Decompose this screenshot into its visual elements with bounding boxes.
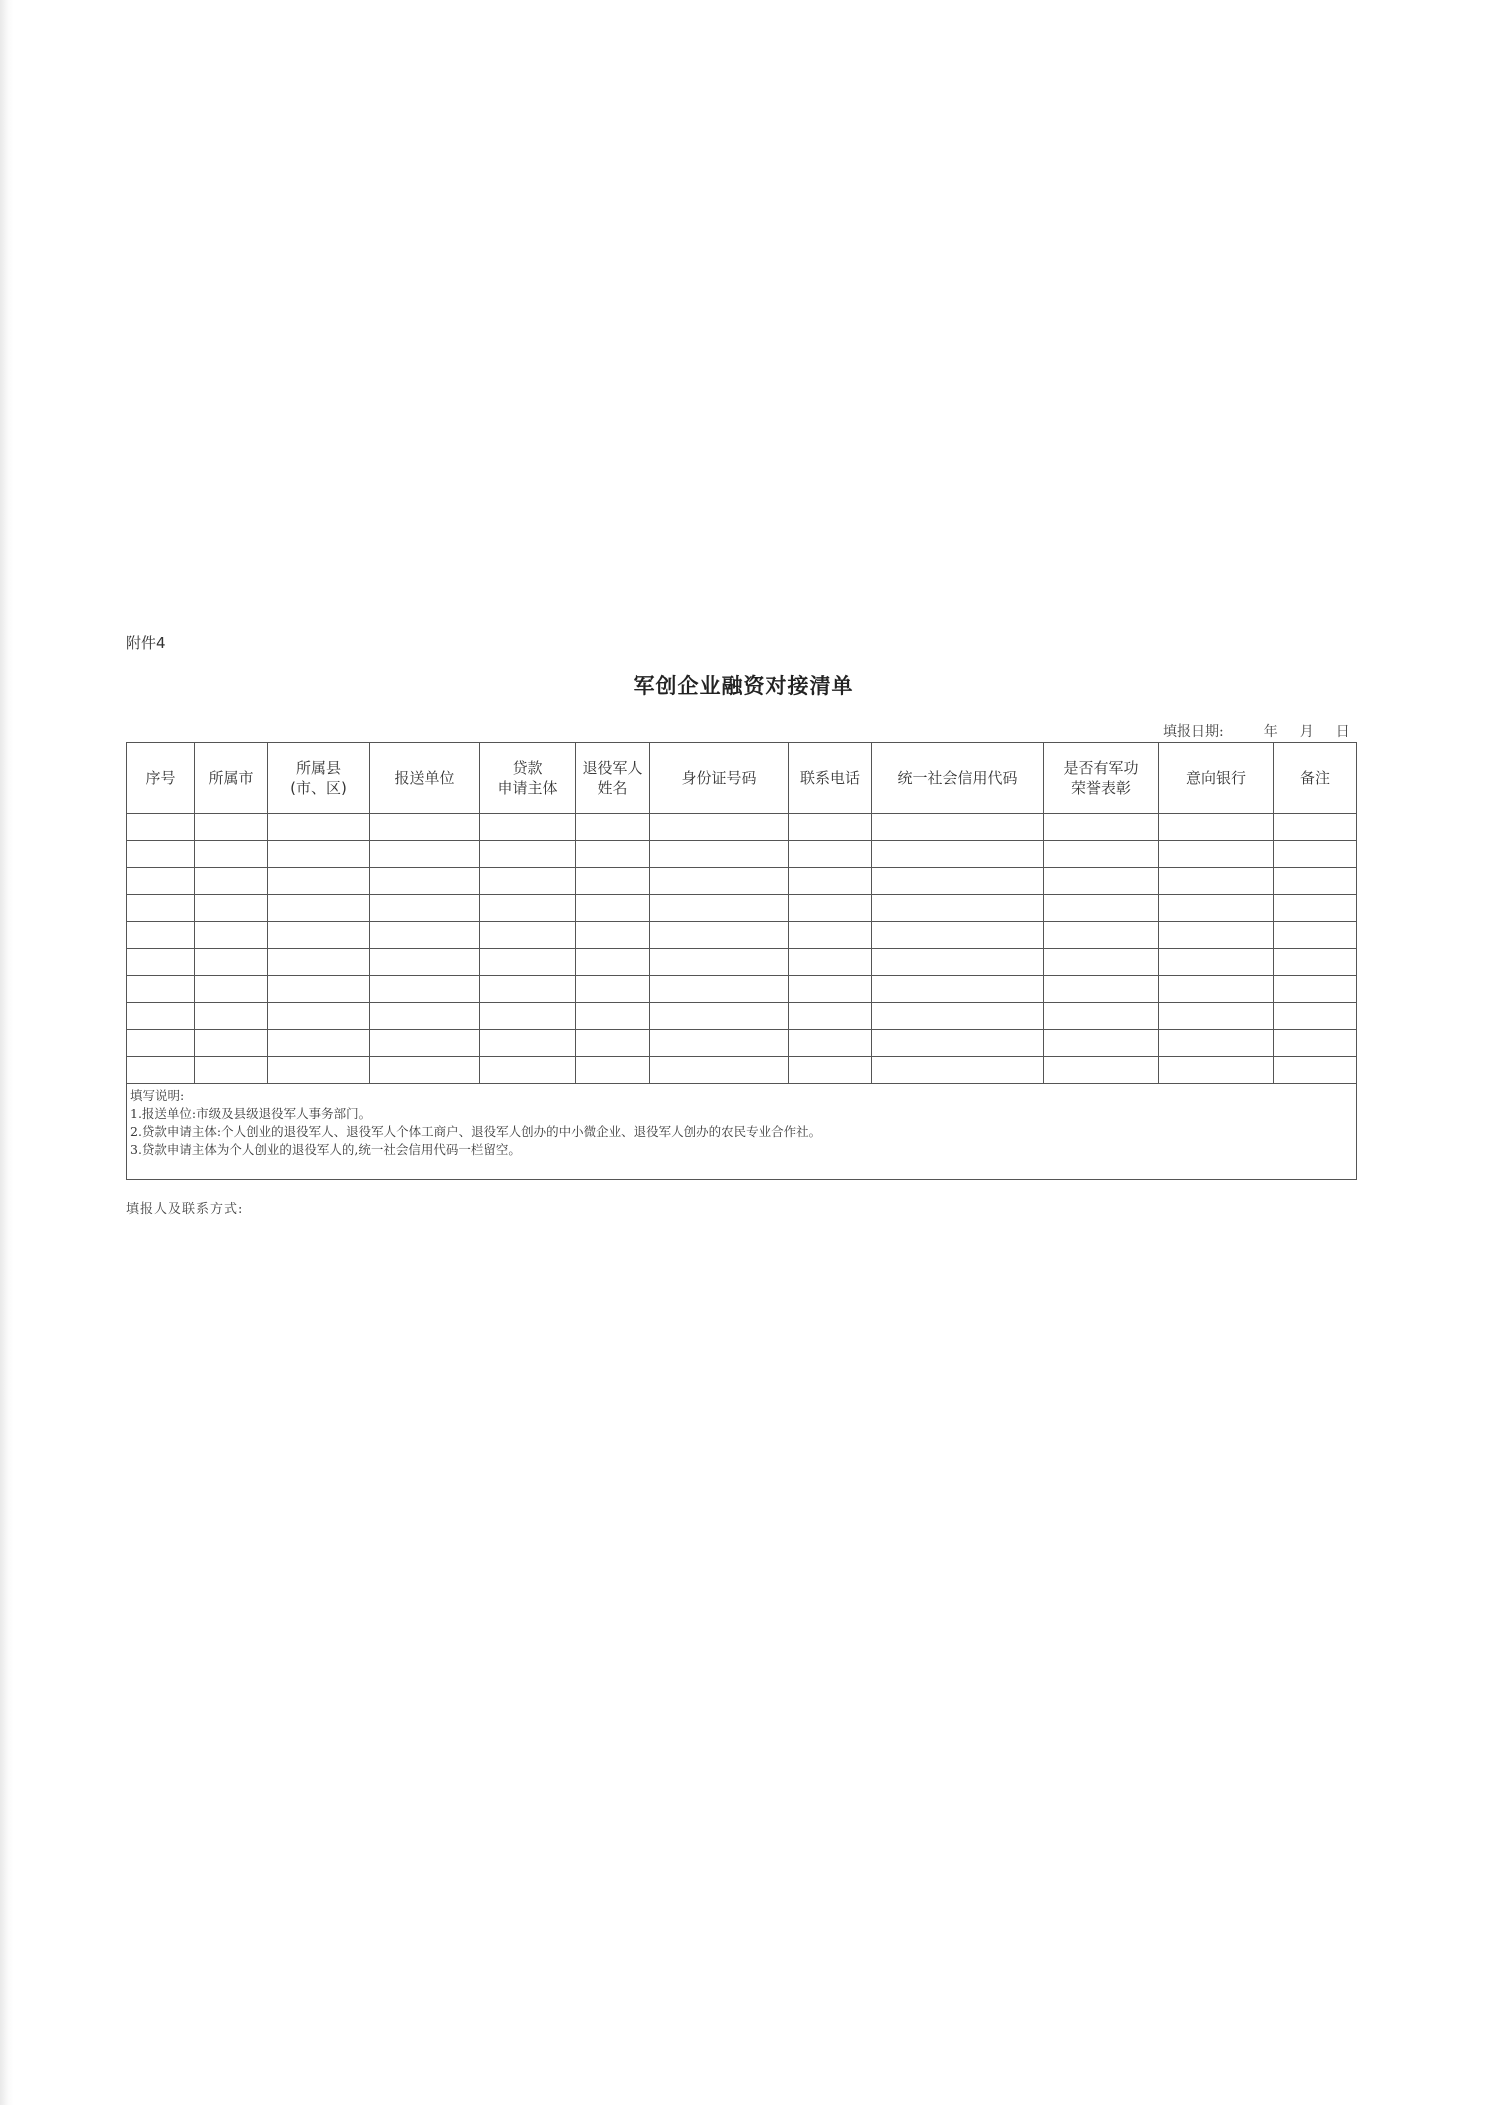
table-cell[interactable] xyxy=(1159,1030,1274,1057)
table-cell[interactable] xyxy=(127,1003,195,1030)
table-cell[interactable] xyxy=(576,976,650,1003)
table-cell[interactable] xyxy=(480,1003,576,1030)
table-cell[interactable] xyxy=(127,1057,195,1084)
table-cell[interactable] xyxy=(127,895,195,922)
header-reporting-unit: 报送单位 xyxy=(370,743,480,814)
table-cell[interactable] xyxy=(872,922,1044,949)
table-cell[interactable] xyxy=(480,814,576,841)
table-cell[interactable] xyxy=(480,895,576,922)
fill-date-day: 日 xyxy=(1335,724,1350,740)
table-cell[interactable] xyxy=(1274,976,1357,1003)
scan-page-edge xyxy=(0,0,14,2105)
header-loan-applicant: 贷款 申请主体 xyxy=(480,743,576,814)
table-cell[interactable] xyxy=(127,949,195,976)
header-phone: 联系电话 xyxy=(789,743,872,814)
table-cell[interactable] xyxy=(650,868,789,895)
fill-date-label: 填报日期: xyxy=(1163,724,1224,740)
table-cell[interactable] xyxy=(1044,814,1159,841)
fill-date xyxy=(1163,721,1350,741)
table-cell[interactable] xyxy=(872,868,1044,895)
header-veteran-name: 退役军人 姓名 xyxy=(576,743,650,814)
table-cell[interactable] xyxy=(650,1030,789,1057)
table-cell[interactable] xyxy=(480,841,576,868)
table-cell[interactable] xyxy=(789,841,872,868)
table-cell[interactable] xyxy=(268,1003,370,1030)
table-cell[interactable] xyxy=(1274,1057,1357,1084)
table-cell[interactable] xyxy=(650,922,789,949)
table-row xyxy=(127,922,1357,949)
table-cell[interactable] xyxy=(789,814,872,841)
table-cell[interactable] xyxy=(370,1003,480,1030)
table-cell[interactable] xyxy=(1044,1003,1159,1030)
table-cell[interactable] xyxy=(195,895,268,922)
table-cell[interactable] xyxy=(1044,841,1159,868)
table-cell[interactable] xyxy=(1044,922,1159,949)
table-cell[interactable] xyxy=(127,976,195,1003)
table-row xyxy=(127,1003,1357,1030)
table-cell[interactable] xyxy=(872,895,1044,922)
table-cell[interactable] xyxy=(789,949,872,976)
table-cell[interactable] xyxy=(1159,814,1274,841)
instructions-cell xyxy=(127,1084,1357,1180)
financing-list-table xyxy=(126,742,1357,1180)
table-cell[interactable] xyxy=(1274,868,1357,895)
table-cell[interactable] xyxy=(195,1003,268,1030)
table-cell[interactable] xyxy=(650,841,789,868)
header-city: 所属市 xyxy=(195,743,268,814)
table-cell[interactable] xyxy=(872,1003,1044,1030)
table-cell[interactable] xyxy=(268,1057,370,1084)
table-header-row xyxy=(127,743,1357,814)
instruction-item: 3.贷款申请主体为个人创业的退役军人的,统一社会信用代码一栏留空。 xyxy=(130,1142,521,1157)
table-cell[interactable] xyxy=(1044,868,1159,895)
fill-date-month: 月 xyxy=(1299,724,1314,740)
table-cell[interactable] xyxy=(195,814,268,841)
table-cell[interactable] xyxy=(576,922,650,949)
table-cell[interactable] xyxy=(872,949,1044,976)
table-row xyxy=(127,1030,1357,1057)
table-cell[interactable] xyxy=(650,1057,789,1084)
table-cell[interactable] xyxy=(1044,949,1159,976)
table-cell[interactable] xyxy=(480,1057,576,1084)
table-cell[interactable] xyxy=(1274,1003,1357,1030)
table-cell[interactable] xyxy=(576,949,650,976)
table-cell[interactable] xyxy=(268,949,370,976)
header-intended-bank: 意向银行 xyxy=(1159,743,1274,814)
header-county: 所属县 (市、区) xyxy=(268,743,370,814)
header-id-number: 身份证号码 xyxy=(650,743,789,814)
table-cell[interactable] xyxy=(1044,976,1159,1003)
table-cell[interactable] xyxy=(1274,1030,1357,1057)
table-cell[interactable] xyxy=(127,868,195,895)
table-cell[interactable] xyxy=(1044,1030,1159,1057)
document-title: 军创企业融资对接清单 xyxy=(633,673,854,698)
table-cell[interactable] xyxy=(480,949,576,976)
table-cell[interactable] xyxy=(789,868,872,895)
table-cell[interactable] xyxy=(789,1057,872,1084)
table-cell[interactable] xyxy=(789,1003,872,1030)
table-cell[interactable] xyxy=(480,1030,576,1057)
table-cell[interactable] xyxy=(370,841,480,868)
header-military-honors: 是否有军功 荣誉表彰 xyxy=(1044,743,1159,814)
table-cell[interactable] xyxy=(650,976,789,1003)
instructions-heading: 填写说明: xyxy=(130,1088,185,1103)
table-cell[interactable] xyxy=(268,868,370,895)
table-cell[interactable] xyxy=(268,841,370,868)
table-cell[interactable] xyxy=(127,1030,195,1057)
table-cell[interactable] xyxy=(370,976,480,1003)
table-cell[interactable] xyxy=(127,814,195,841)
table-cell[interactable] xyxy=(576,1003,650,1030)
table-cell[interactable] xyxy=(650,895,789,922)
table-cell[interactable] xyxy=(1159,976,1274,1003)
table-cell[interactable] xyxy=(1159,841,1274,868)
table-cell[interactable] xyxy=(1159,1057,1274,1084)
table-cell[interactable] xyxy=(370,1030,480,1057)
table-row xyxy=(127,868,1357,895)
table-row xyxy=(127,949,1357,976)
table-cell[interactable] xyxy=(1159,949,1274,976)
table-cell[interactable] xyxy=(576,895,650,922)
table-cell[interactable] xyxy=(1274,922,1357,949)
table-cell[interactable] xyxy=(370,922,480,949)
table-cell[interactable] xyxy=(195,868,268,895)
table-cell[interactable] xyxy=(650,1003,789,1030)
table-cell[interactable] xyxy=(195,922,268,949)
table-row xyxy=(127,976,1357,1003)
table-cell[interactable] xyxy=(872,976,1044,1003)
table-cell[interactable] xyxy=(1274,895,1357,922)
table-cell[interactable] xyxy=(789,895,872,922)
instruction-item: 2.贷款申请主体:个人创业的退役军人、退役军人个体工商户、退役军人创办的中小微企业、退役军人创办的农民专业合作社。 xyxy=(130,1124,822,1139)
header-remarks: 备注 xyxy=(1274,743,1357,814)
table-row xyxy=(127,1057,1357,1084)
table-cell[interactable] xyxy=(127,841,195,868)
instruction-item: 1.报送单位:市级及县级退役军人事务部门。 xyxy=(130,1106,372,1121)
table-cell[interactable] xyxy=(1044,895,1159,922)
table-cell[interactable] xyxy=(480,976,576,1003)
table-cell[interactable] xyxy=(872,1057,1044,1084)
table-cell[interactable] xyxy=(370,814,480,841)
table-row xyxy=(127,841,1357,868)
table-cell[interactable] xyxy=(650,949,789,976)
table-cell[interactable] xyxy=(576,814,650,841)
fill-date-year: 年 xyxy=(1263,724,1278,740)
table-cell[interactable] xyxy=(789,1030,872,1057)
table-cell[interactable] xyxy=(1274,841,1357,868)
filler-contact-label: 填报人及联系方式: xyxy=(126,1202,244,1217)
table-cell[interactable] xyxy=(127,922,195,949)
table-cell[interactable] xyxy=(650,814,789,841)
table-cell[interactable] xyxy=(195,949,268,976)
table-cell[interactable] xyxy=(789,922,872,949)
table-cell[interactable] xyxy=(1159,922,1274,949)
table-cell[interactable] xyxy=(1044,1057,1159,1084)
table-cell[interactable] xyxy=(480,868,576,895)
table-cell[interactable] xyxy=(370,868,480,895)
header-seq: 序号 xyxy=(127,743,195,814)
table-cell[interactable] xyxy=(1159,868,1274,895)
table-cell[interactable] xyxy=(576,1030,650,1057)
table-cell[interactable] xyxy=(370,1057,480,1084)
table-cell[interactable] xyxy=(872,814,1044,841)
header-credit-code: 统一社会信用代码 xyxy=(872,743,1044,814)
table-cell[interactable] xyxy=(268,895,370,922)
table-cell[interactable] xyxy=(268,976,370,1003)
table-cell[interactable] xyxy=(268,1030,370,1057)
table-cell[interactable] xyxy=(1274,949,1357,976)
table-cell[interactable] xyxy=(480,922,576,949)
table-cell[interactable] xyxy=(576,868,650,895)
attachment-label: 附件4 xyxy=(126,634,166,652)
table-cell[interactable] xyxy=(576,1057,650,1084)
table-cell[interactable] xyxy=(370,895,480,922)
table-row xyxy=(127,814,1357,841)
table-cell[interactable] xyxy=(195,1057,268,1084)
table-cell[interactable] xyxy=(576,841,650,868)
table-cell[interactable] xyxy=(268,814,370,841)
table-cell[interactable] xyxy=(789,976,872,1003)
table-cell[interactable] xyxy=(1274,814,1357,841)
table-cell[interactable] xyxy=(872,1030,1044,1057)
table-cell[interactable] xyxy=(195,1030,268,1057)
table-cell[interactable] xyxy=(1159,1003,1274,1030)
table-cell[interactable] xyxy=(370,949,480,976)
table-cell[interactable] xyxy=(195,976,268,1003)
table-cell[interactable] xyxy=(195,841,268,868)
table-row xyxy=(127,895,1357,922)
table-cell[interactable] xyxy=(872,841,1044,868)
table-cell[interactable] xyxy=(268,922,370,949)
table-cell[interactable] xyxy=(1159,895,1274,922)
